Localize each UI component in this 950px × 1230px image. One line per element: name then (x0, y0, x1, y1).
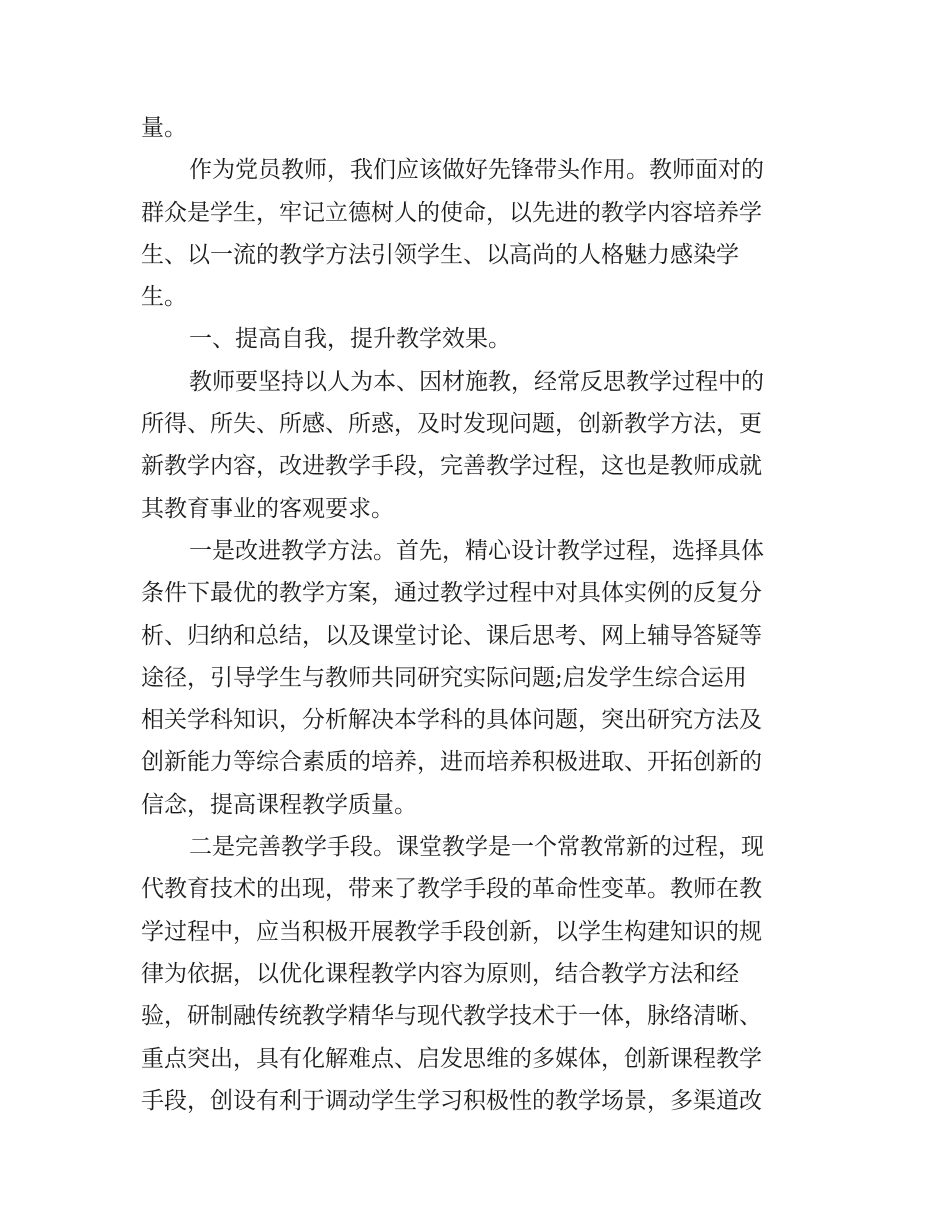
text-line: 验，研制融传统教学精华与现代教学技术于一体，脉络清晰、 (141, 1003, 762, 1030)
text-line: 信念，提高课程教学质量。 (141, 791, 417, 818)
text-line: 其教育事业的客观要求。 (141, 495, 394, 522)
text-line: 生。 (141, 284, 187, 311)
paragraph-start-line: 二是完善教学手段。课堂教学是一个常教常新的过程，现 (189, 834, 764, 861)
section-heading: 一、提高自我，提升教学效果。 (189, 326, 511, 353)
text-line: 条件下最优的教学方案，通过教学过程中对具体实例的反复分 (141, 580, 762, 607)
text-line: 重点突出，具有化解难点、启发思维的多媒体，创新课程教学 (141, 1045, 762, 1072)
paragraph-start-line: 教师要坚持以人为本、因材施教，经常反思教学过程中的 (189, 368, 764, 395)
text-line: 手段，创设有利于调动学生学习积极性的教学场景，多渠道改 (141, 1087, 762, 1114)
paragraph-start-line: 作为党员教师，我们应该做好先锋带头作用。教师面对的 (189, 157, 764, 184)
text-line: 相关学科知识，分析解决本学科的具体问题，突出研究方法及 (141, 707, 762, 734)
paragraph-start-line: 一是改进教学方法。首先，精心设计教学过程，选择具体 (189, 537, 764, 564)
text-line: 学过程中，应当积极开展教学手段创新，以学生构建知识的规 (141, 918, 762, 945)
text-line: 所得、所失、所感、所惑，及时发现问题，创新教学方法，更 (141, 411, 762, 438)
text-line: 代教育技术的出现，带来了教学手段的革命性变革。教师在教 (141, 876, 762, 903)
text-line: 创新能力等综合素质的培养，进而培养积极进取、开拓创新的 (141, 749, 762, 776)
text-line: 群众是学生，牢记立德树人的使命，以先进的教学内容培养学 (141, 199, 762, 226)
text-line: 律为依据，以优化课程教学内容为原则，结合教学方法和经 (141, 960, 739, 987)
text-line: 生、以一流的教学方法引领学生、以高尚的人格魅力感染学 (141, 241, 739, 268)
text-line: 途径，引导学生与教师共同研究实际问题;启发学生综合运用 (141, 664, 747, 691)
text-line: 析、归纳和总结，以及课堂讨论、课后思考、网上辅导答疑等 (141, 622, 762, 649)
document-body (141, 107, 813, 1122)
text-line: 新教学内容，改进教学手段，完善教学过程，这也是教师成就 (141, 453, 762, 480)
text-line: 量。 (141, 115, 187, 141)
